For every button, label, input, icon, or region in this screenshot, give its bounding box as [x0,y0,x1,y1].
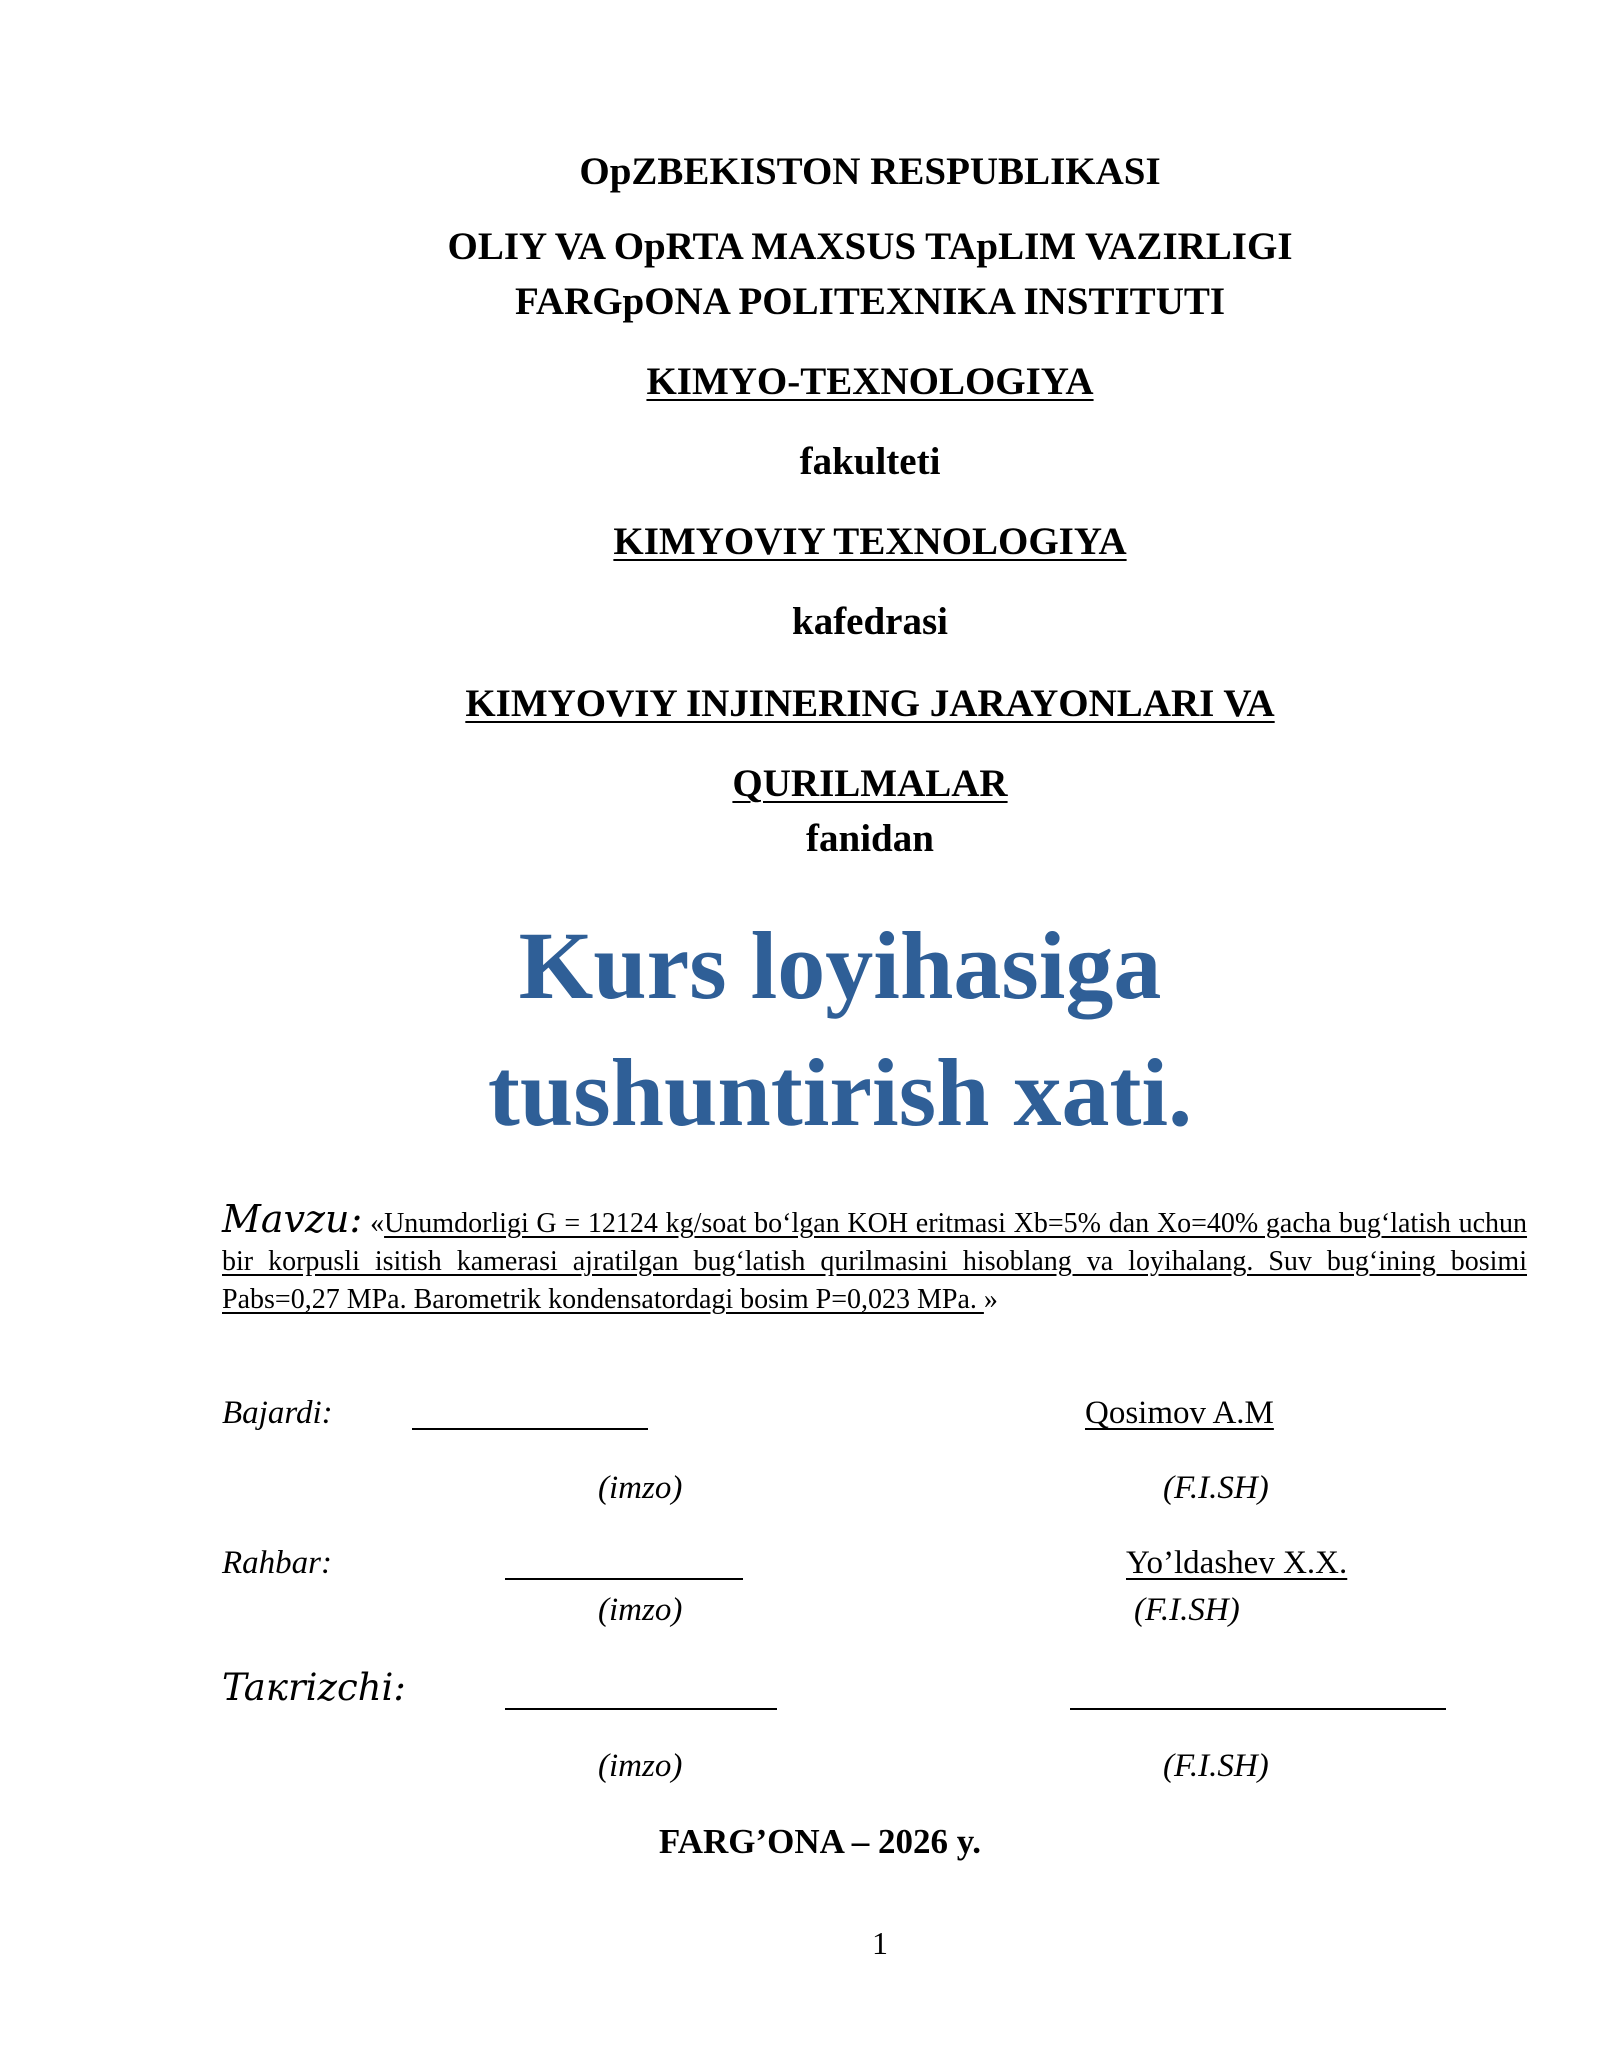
executor-name: Qosimov A.M [1085,1395,1274,1431]
supervisor-name: Yo’ldashev X.X. [1126,1545,1348,1581]
department-name: KIMYOVIY TEXNOLOGIYA [613,520,1127,563]
faculty-word: fakulteti [799,440,941,483]
republic-heading: OpZBEKISTON RESPUBLIKASI [579,150,1161,193]
supervisor-name-caption: (F.I.SH) [1134,1592,1240,1628]
topic-label: Mavzu: [222,1197,363,1241]
department-word: kafedrasi [792,600,948,643]
document-title-line-2: tushuntirish xati. [487,1039,1193,1146]
supervisor-sign-caption: (imzo) [598,1592,683,1628]
reviewer-signature-line [505,1708,777,1710]
topic-open-quote: « [370,1208,385,1239]
topic-close-quote: » [983,1284,998,1315]
reviewer-sign-caption: (imzo) [598,1748,683,1784]
topic-block [222,1197,1528,1319]
institute-heading: FARGpONA POLITEXNIKA INSTITUTI [514,280,1226,323]
executor-name-caption: (F.I.SH) [1163,1470,1269,1506]
supervisor-signature-line [505,1578,743,1580]
executor-sign-caption: (imzo) [598,1470,683,1506]
topic-text: Unumdorligi G = 12124 kg/soat bo‘lgan KOH eritmasi Xb=5% dan Xo=40% gacha bug‘latish uchun bir korpusli isitish kamerasi ajratilgan bug‘latish qurilmasini hisoblang va loyihalang. Suv bug‘ining bosimi Pabs=0,27 MPa. Barometrik kondensatordagi bosim P=0,023 MPa. [222,1208,1528,1315]
document-title-line-1: Kurs loyihasiga [518,912,1162,1019]
subject-line-2: QURILMALAR [732,762,1008,805]
reviewer-name-line [1070,1708,1446,1710]
reviewer-label: Taкrizchi: [222,1666,406,1709]
faculty-name: KIMYO-TEXNOLOGIYA [646,360,1094,403]
subject-line-1: KIMYOVIY INJINERING JARAYONLARI VA [465,682,1275,725]
ministry-heading: OLIY VA OpRTA MAXSUS TApLIM VAZIRLIGI [447,225,1293,268]
page-number: 1 [872,1925,888,1961]
executor-label: Bajardi: [222,1395,333,1431]
subject-word: fanidan [806,817,934,860]
executor-signature-line [412,1428,648,1430]
supervisor-label: Rahbar: [222,1545,332,1581]
reviewer-name-caption: (F.I.SH) [1163,1748,1269,1784]
city-year: FARG’ONA – 2026 y. [658,1822,982,1861]
